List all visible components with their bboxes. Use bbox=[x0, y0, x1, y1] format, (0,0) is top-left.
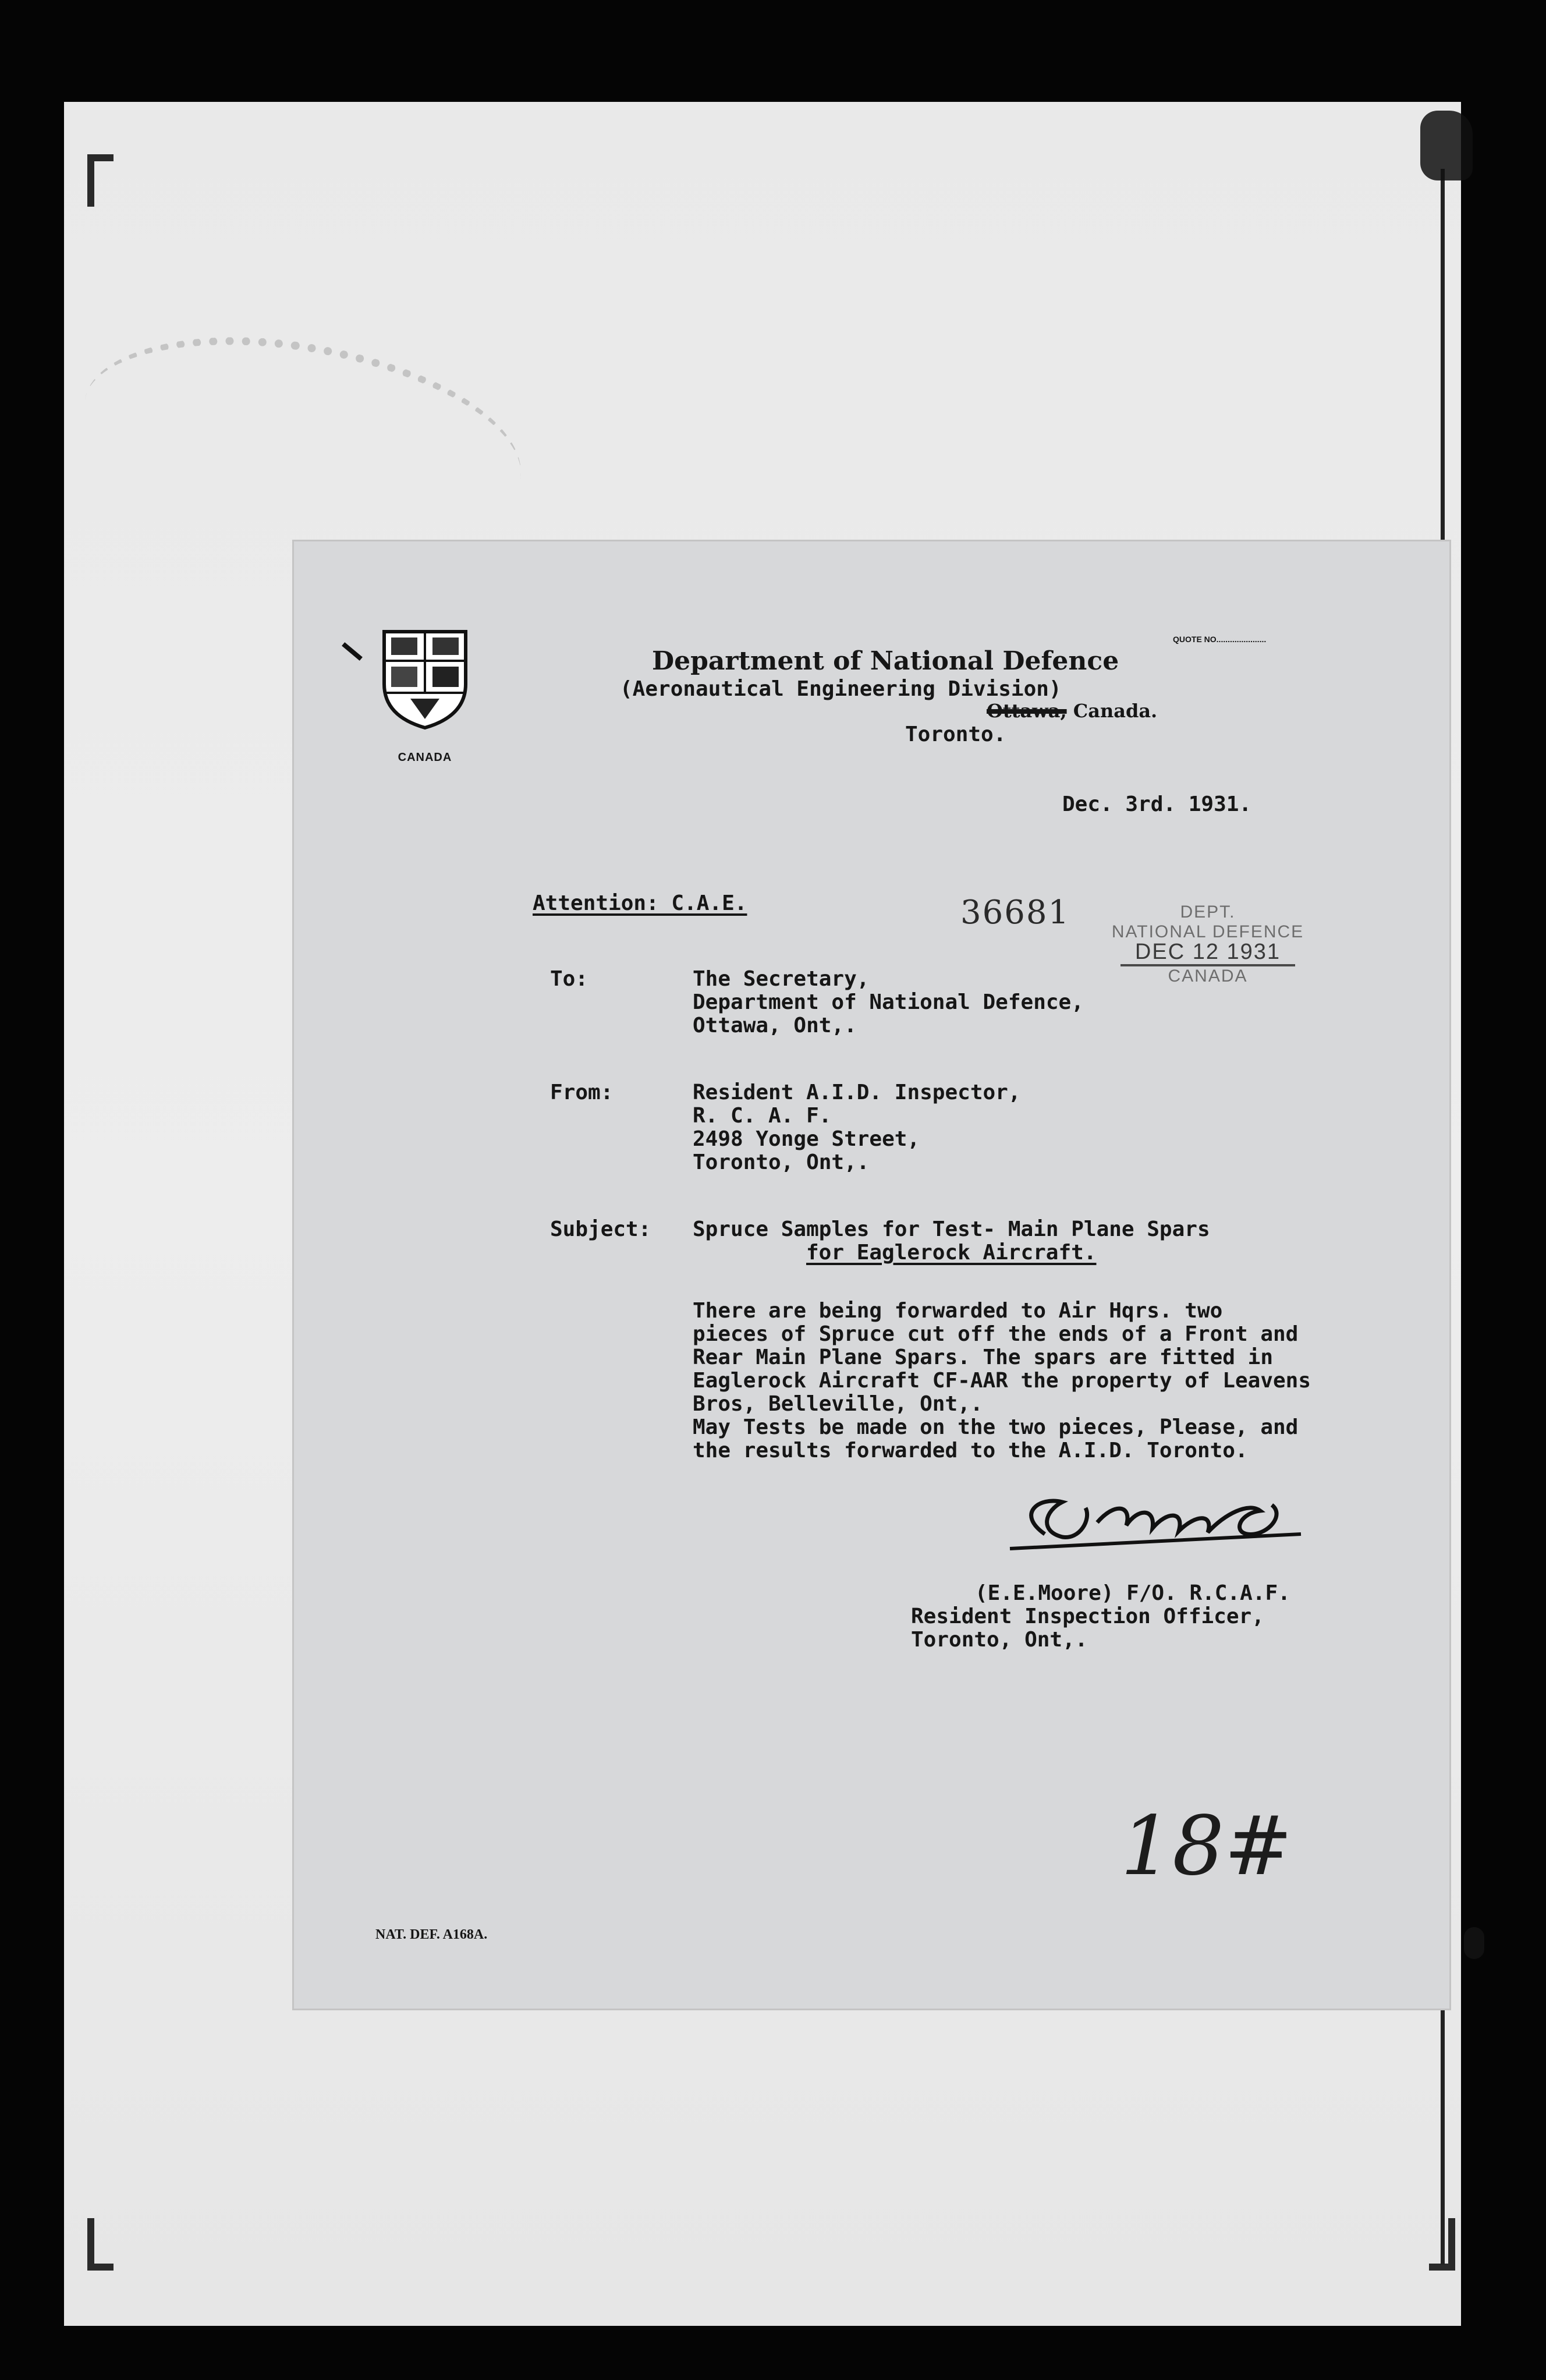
stamp-date: DEC 12 1931 bbox=[1134, 940, 1281, 964]
form-number: NAT. DEF. A168A. bbox=[375, 1927, 488, 1942]
location-typed: Toronto. bbox=[905, 722, 1006, 746]
to-label: To: bbox=[550, 967, 588, 991]
signature-mark bbox=[992, 1479, 1318, 1566]
crop-mark-bottom-left bbox=[87, 2218, 114, 2271]
body-line-1: There are being forwarded to Air Hqrs. two bbox=[693, 1299, 1223, 1323]
from-label: From: bbox=[550, 1081, 614, 1104]
subject-line-1: Spruce Samples for Test- Main Plane Spars bbox=[693, 1217, 1210, 1241]
letterhead-location bbox=[987, 700, 1157, 722]
subject-label: Subject: bbox=[550, 1217, 651, 1241]
signature-line-3: Toronto, Ont,. bbox=[911, 1628, 1088, 1652]
from-line-4: Toronto, Ont,. bbox=[693, 1150, 870, 1174]
received-stamp bbox=[1103, 902, 1313, 1019]
body-line-4: Eaglerock Aircraft CF-AAR the property of Leavens bbox=[693, 1369, 1311, 1393]
division-line: (Aeronautical Engineering Division) bbox=[620, 677, 1062, 701]
crest-caption: CANADA bbox=[398, 751, 452, 764]
attention-line: Attention: C.A.E. bbox=[533, 891, 747, 915]
to-line-3: Ottawa, Ont,. bbox=[693, 1014, 857, 1037]
from-line-3: 2498 Yonge Street, bbox=[693, 1127, 920, 1151]
body-line-7: the results forwarded to the A.I.D. Toronto. bbox=[693, 1439, 1248, 1462]
quote-number-field: QUOTE NO...................... bbox=[1173, 635, 1267, 644]
body-line-5: Bros, Belleville, Ont,. bbox=[693, 1392, 983, 1416]
crop-mark-top-left bbox=[87, 154, 114, 207]
from-line-1: Resident A.I.D. Inspector, bbox=[693, 1081, 1021, 1104]
clip-shadow-bottom bbox=[1464, 1927, 1484, 1959]
stamp-line-canada: CANADA bbox=[1168, 966, 1248, 986]
department-title: Department of National Defence bbox=[652, 646, 1119, 676]
to-line-1: The Secretary, bbox=[693, 967, 870, 991]
letter-date: Dec. 3rd. 1931. bbox=[1062, 792, 1252, 816]
to-line-2: Department of National Defence, bbox=[693, 990, 1084, 1014]
check-mark bbox=[342, 642, 363, 661]
body-line-6: May Tests be made on the two pieces, Please, and bbox=[693, 1415, 1299, 1439]
file-number: 36681 bbox=[960, 894, 1070, 932]
stamp-line-defence: NATIONAL DEFENCE bbox=[1111, 922, 1304, 941]
signature-line-2: Resident Inspection Officer, bbox=[911, 1605, 1264, 1628]
subject-line-2: for Eaglerock Aircraft. bbox=[806, 1241, 1097, 1265]
location-struck: Ottawa, bbox=[987, 700, 1067, 722]
location-country: Canada. bbox=[1073, 700, 1158, 722]
body-line-2: pieces of Spruce cut off the ends of a Front and bbox=[693, 1322, 1299, 1346]
canada-crest-icon bbox=[378, 629, 471, 731]
handwritten-note: 18# bbox=[1121, 1799, 1293, 1894]
clip-shadow bbox=[1420, 111, 1473, 180]
body-line-3: Rear Main Plane Spars. The spars are fitted in bbox=[693, 1345, 1273, 1369]
stamp-line-dept: DEPT. bbox=[1180, 902, 1236, 922]
from-line-2: R. C. A. F. bbox=[693, 1104, 832, 1128]
signature-line-1: (E.E.Moore) F/O. R.C.A.F. bbox=[975, 1581, 1290, 1605]
letter-page bbox=[294, 541, 1449, 2009]
